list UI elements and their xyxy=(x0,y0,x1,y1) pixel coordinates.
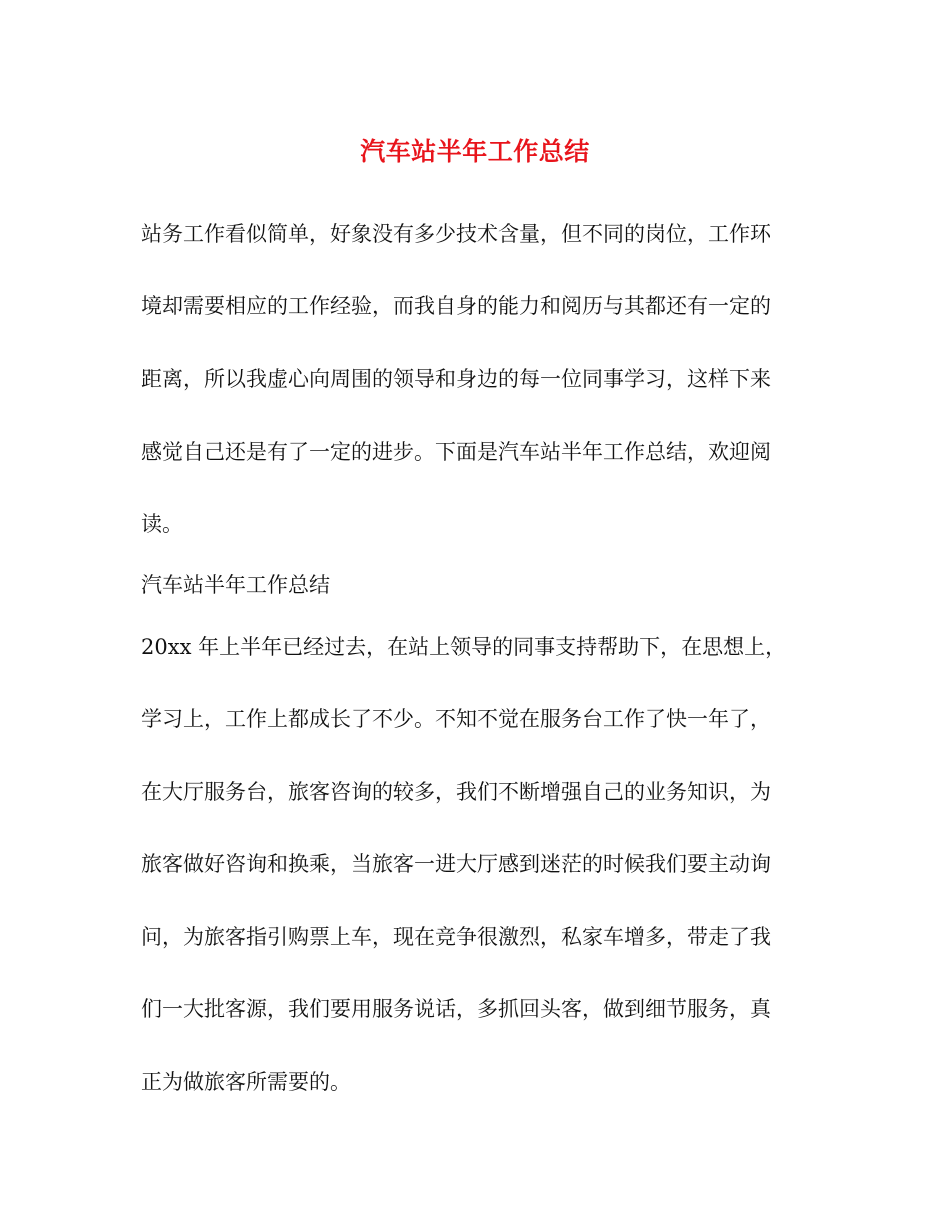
intro-line: 境却需要相应的工作经验，而我自身的能力和阅历与其都还有一定的 xyxy=(141,294,771,318)
intro-line: 感觉自己还是有了一定的进步。下面是汽车站半年工作总结，欢迎阅 xyxy=(141,440,771,464)
intro-line: 距离，所以我虚心向周围的领导和身边的每一位同事学习，这样下来 xyxy=(141,367,771,391)
document-title: 汽车站半年工作总结 xyxy=(360,137,590,166)
body-line: 学习上，工作上都成长了不少。不知不觉在服务台工作了快一年了， xyxy=(141,707,771,731)
body-line: 在大厅服务台，旅客咨询的较多，我们不断增强自己的业务知识，为 xyxy=(141,780,771,804)
intro-line: 读。 xyxy=(141,512,183,536)
intro-line: 站务工作看似简单，好象没有多少技术含量，但不同的岗位，工作环 xyxy=(141,222,771,246)
body-line: 20xx 年上半年已经过去，在站上领导的同事支持帮助下，在思想上， xyxy=(141,635,787,659)
body-line: 旅客做好咨询和换乘，当旅客一进大厅感到迷茫的时候我们要主动询 xyxy=(141,852,771,876)
body-line: 们一大批客源，我们要用服务说话，多抓回头客，做到细节服务，真 xyxy=(141,997,771,1021)
section-subheading: 汽车站半年工作总结 xyxy=(141,573,330,597)
body-line: 问，为旅客指引购票上车，现在竞争很激烈，私家车增多，带走了我 xyxy=(141,925,771,949)
body-line: 正为做旅客所需要的。 xyxy=(141,1070,351,1094)
